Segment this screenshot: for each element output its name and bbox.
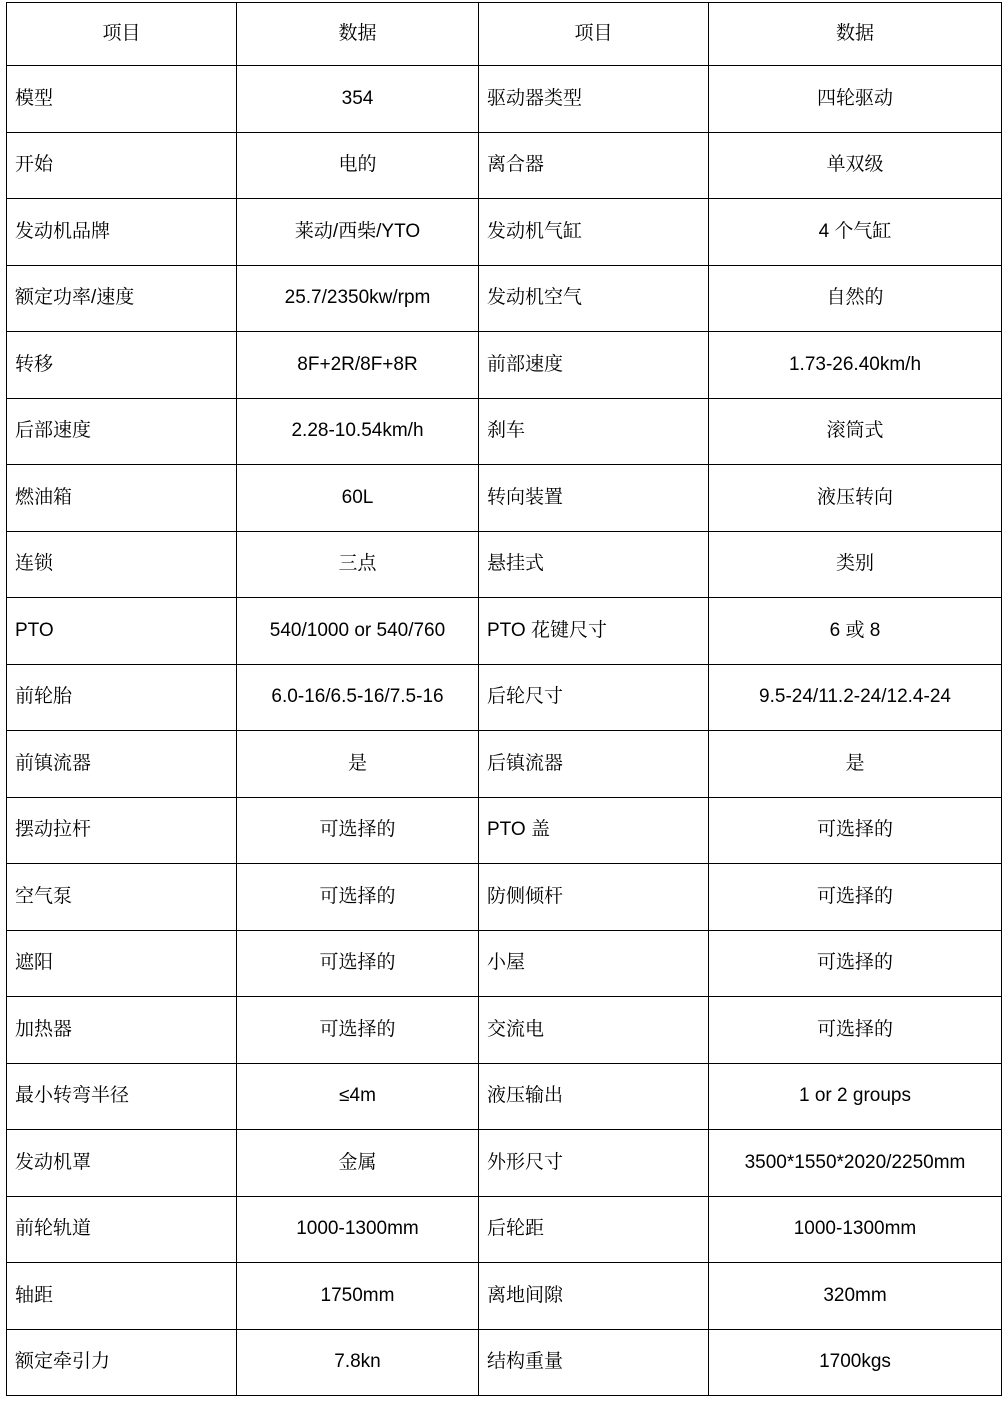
row-label-2: 后轮距 <box>479 1196 709 1263</box>
row-label-2: 刹车 <box>479 398 709 465</box>
row-value-1: 电的 <box>237 132 479 199</box>
row-label-2: 离合器 <box>479 132 709 199</box>
row-label-1: 转移 <box>7 332 237 399</box>
row-value-1: 可选择的 <box>237 930 479 997</box>
row-value-1: 可选择的 <box>237 997 479 1064</box>
row-value-1: 60L <box>237 465 479 532</box>
row-value-1: 可选择的 <box>237 797 479 864</box>
table-row <box>7 664 1002 731</box>
column-header-item-2: 项目 <box>479 3 709 66</box>
row-value-1: 莱动/西柴/YTO <box>237 199 479 266</box>
row-value-2: 4 个气缸 <box>709 199 1002 266</box>
row-label-1: 轴距 <box>7 1263 237 1330</box>
table-row <box>7 66 1002 133</box>
row-label-1: 加热器 <box>7 997 237 1064</box>
row-label-1: 摆动拉杆 <box>7 797 237 864</box>
table-row <box>7 398 1002 465</box>
table-row <box>7 864 1002 931</box>
row-value-1: 2.28-10.54km/h <box>237 398 479 465</box>
row-value-1: 354 <box>237 66 479 133</box>
row-label-1: 最小转弯半径 <box>7 1063 237 1130</box>
row-value-1: 8F+2R/8F+8R <box>237 332 479 399</box>
table-row <box>7 797 1002 864</box>
row-value-1: 540/1000 or 540/760 <box>237 598 479 665</box>
row-value-2: 可选择的 <box>709 930 1002 997</box>
table-row <box>7 1329 1002 1396</box>
table-row <box>7 598 1002 665</box>
row-label-1: 发动机罩 <box>7 1130 237 1197</box>
tractor-specification-table <box>6 2 1002 1396</box>
row-value-2: 自然的 <box>709 265 1002 332</box>
row-label-1: 前轮轨道 <box>7 1196 237 1263</box>
row-label-2: 离地间隙 <box>479 1263 709 1330</box>
row-label-2: 结构重量 <box>479 1329 709 1396</box>
table-row <box>7 465 1002 532</box>
table-body <box>7 66 1002 1396</box>
row-value-2: 类别 <box>709 531 1002 598</box>
row-label-2: 小屋 <box>479 930 709 997</box>
row-label-1: 前轮胎 <box>7 664 237 731</box>
column-header-item-1: 项目 <box>7 3 237 66</box>
row-value-1: 金属 <box>237 1130 479 1197</box>
row-label-1: 遮阳 <box>7 930 237 997</box>
row-label-1: PTO <box>7 598 237 665</box>
row-value-2: 四轮驱动 <box>709 66 1002 133</box>
row-label-2: 悬挂式 <box>479 531 709 598</box>
row-label-1: 后部速度 <box>7 398 237 465</box>
row-label-1: 模型 <box>7 66 237 133</box>
row-label-2: 外形尺寸 <box>479 1130 709 1197</box>
row-label-2: 转向装置 <box>479 465 709 532</box>
row-value-1: ≤4m <box>237 1063 479 1130</box>
row-label-1: 额定牵引力 <box>7 1329 237 1396</box>
table-row <box>7 531 1002 598</box>
row-label-2: PTO 花键尺寸 <box>479 598 709 665</box>
table-row <box>7 731 1002 798</box>
row-value-2: 可选择的 <box>709 997 1002 1064</box>
row-value-2: 液压转向 <box>709 465 1002 532</box>
row-value-2: 1 or 2 groups <box>709 1063 1002 1130</box>
row-value-1: 三点 <box>237 531 479 598</box>
table-row <box>7 265 1002 332</box>
row-label-2: 防侧倾杆 <box>479 864 709 931</box>
row-value-2: 单双级 <box>709 132 1002 199</box>
table-row <box>7 1130 1002 1197</box>
row-value-1: 是 <box>237 731 479 798</box>
row-value-2: 1700kgs <box>709 1329 1002 1396</box>
row-value-2: 320mm <box>709 1263 1002 1330</box>
table-row <box>7 930 1002 997</box>
row-label-2: 发动机气缸 <box>479 199 709 266</box>
row-value-2: 9.5-24/11.2-24/12.4-24 <box>709 664 1002 731</box>
row-value-2: 1.73-26.40km/h <box>709 332 1002 399</box>
row-value-2: 3500*1550*2020/2250mm <box>709 1130 1002 1197</box>
row-value-1: 6.0-16/6.5-16/7.5-16 <box>237 664 479 731</box>
row-label-2: 驱动器类型 <box>479 66 709 133</box>
row-value-2: 1000-1300mm <box>709 1196 1002 1263</box>
table-header-row <box>7 3 1002 66</box>
row-label-2: 液压输出 <box>479 1063 709 1130</box>
table-row <box>7 1263 1002 1330</box>
row-value-2: 是 <box>709 731 1002 798</box>
row-label-1: 空气泵 <box>7 864 237 931</box>
row-value-2: 6 或 8 <box>709 598 1002 665</box>
row-label-1: 燃油箱 <box>7 465 237 532</box>
row-label-2: 前部速度 <box>479 332 709 399</box>
row-label-2: 发动机空气 <box>479 265 709 332</box>
table-row <box>7 332 1002 399</box>
row-value-1: 1750mm <box>237 1263 479 1330</box>
row-label-1: 发动机品牌 <box>7 199 237 266</box>
row-value-1: 1000-1300mm <box>237 1196 479 1263</box>
table-row <box>7 1063 1002 1130</box>
row-value-2: 可选择的 <box>709 864 1002 931</box>
row-label-2: 后轮尺寸 <box>479 664 709 731</box>
row-label-2: 交流电 <box>479 997 709 1064</box>
row-value-1: 可选择的 <box>237 864 479 931</box>
row-label-1: 开始 <box>7 132 237 199</box>
row-label-2: 后镇流器 <box>479 731 709 798</box>
row-value-1: 7.8kn <box>237 1329 479 1396</box>
table-row <box>7 997 1002 1064</box>
row-label-1: 连锁 <box>7 531 237 598</box>
column-header-data-1: 数据 <box>237 3 479 66</box>
table-row <box>7 199 1002 266</box>
row-value-2: 滚筒式 <box>709 398 1002 465</box>
row-value-1: 25.7/2350kw/rpm <box>237 265 479 332</box>
row-label-1: 额定功率/速度 <box>7 265 237 332</box>
row-value-2: 可选择的 <box>709 797 1002 864</box>
table-row <box>7 1196 1002 1263</box>
table-row <box>7 132 1002 199</box>
row-label-2: PTO 盖 <box>479 797 709 864</box>
column-header-data-2: 数据 <box>709 3 1002 66</box>
row-label-1: 前镇流器 <box>7 731 237 798</box>
